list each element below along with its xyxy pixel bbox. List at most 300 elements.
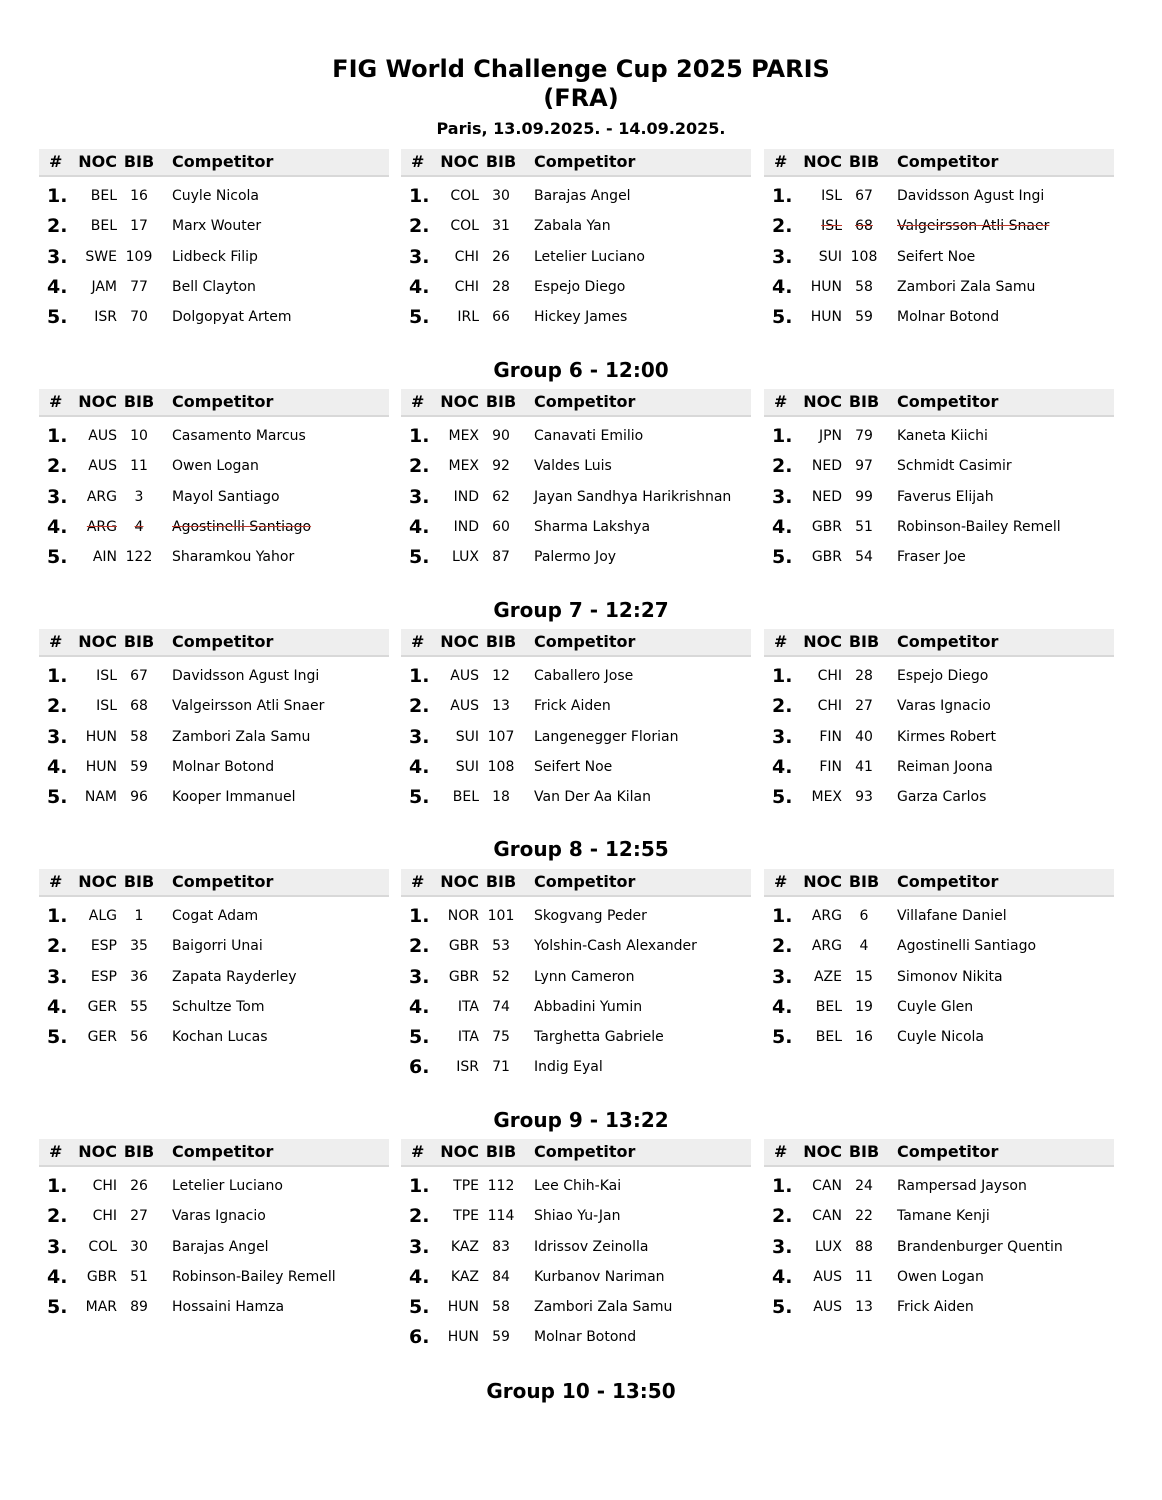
noc-code: COL (450, 188, 479, 204)
competitor-name: Valgeirsson Atli Snaer (897, 218, 1050, 235)
group-title: Group 9 - 13:22 (493, 1108, 669, 1132)
table-row (401, 932, 751, 962)
start-order: 3. (409, 725, 430, 748)
table-row (764, 902, 1114, 932)
noc-code: HUN (85, 758, 117, 775)
bib-number: 35 (130, 938, 148, 955)
table-header (39, 869, 389, 897)
bib-number: 52 (492, 968, 510, 985)
column-header-number: # (774, 392, 788, 411)
noc-code: NAM (84, 789, 117, 806)
start-order: 5. (47, 1026, 68, 1049)
bib-number: 99 (855, 488, 873, 505)
noc-code: BEL (90, 218, 117, 235)
table-row (39, 1263, 389, 1293)
start-order: 4. (47, 515, 68, 538)
bib-number: 87 (492, 549, 510, 566)
competitor-name: Targhetta Gabriele (534, 1029, 664, 1046)
column-header-number: # (49, 872, 63, 891)
bib-number: 112 (487, 1178, 515, 1194)
table-row (39, 182, 389, 212)
start-order: 1. (772, 665, 793, 687)
column-header-noc: NOC (803, 872, 842, 891)
bib-number: 77 (130, 278, 148, 295)
column-header-noc: NOC (440, 152, 479, 171)
table-header (764, 869, 1114, 897)
bib-number: 71 (492, 1059, 510, 1076)
bib-number: 18 (492, 789, 510, 806)
table-row (39, 1233, 389, 1263)
noc-code: BEL (90, 188, 117, 204)
column-header-competitor: Competitor (534, 152, 636, 171)
noc-code: HUN (447, 1299, 479, 1316)
bib-number: 13 (855, 1299, 873, 1316)
noc-code: MEX (448, 458, 479, 475)
bib-number: 92 (492, 458, 510, 475)
start-order: 1. (409, 665, 430, 687)
table-row (401, 1233, 751, 1263)
noc-code: MAR (85, 1299, 117, 1316)
competitor-name: Davidsson Agust Ingi (897, 188, 1045, 204)
competitor-name: Jayan Sandhya Harikrishnan (534, 488, 732, 505)
bib-number: 13 (492, 698, 510, 715)
noc-code: BEL (815, 1029, 842, 1046)
bib-number: 28 (492, 278, 510, 295)
noc-code: ESP (90, 968, 117, 985)
noc-code: NED (811, 488, 842, 505)
noc-code: LUX (452, 549, 479, 566)
document-dates: Paris, 13.09.2025. - 14.09.2025. (436, 119, 726, 138)
noc-code: ISL (96, 698, 117, 715)
table-body (39, 897, 389, 1053)
table-row (764, 783, 1114, 813)
bib-number: 26 (492, 248, 510, 265)
noc-code: AIN (92, 549, 117, 566)
table-body (39, 177, 389, 333)
competitor-name: Cogat Adam (172, 908, 259, 924)
table-row (764, 243, 1114, 273)
competitor-name: Agostinelli Santiago (172, 518, 312, 535)
table-row (401, 513, 751, 543)
column-header-noc: NOC (440, 872, 479, 891)
competitor-name: Robinson-Bailey Remell (172, 1268, 336, 1285)
table-row (401, 243, 751, 273)
competitor-name: Kirmes Robert (897, 728, 996, 745)
competitor-name: Schmidt Casimir (897, 458, 1012, 475)
competitor-name: Cuyle Glen (897, 998, 974, 1015)
table-row (764, 422, 1114, 452)
table-header (401, 389, 751, 417)
competitor-name: Garza Carlos (897, 789, 987, 806)
start-order: 2. (772, 1205, 793, 1228)
competitor-name: Fraser Joe (897, 549, 966, 566)
start-order: 2. (772, 695, 793, 718)
table-row (764, 212, 1114, 242)
start-order: 1. (409, 425, 430, 447)
bib-number: 22 (855, 1208, 873, 1225)
table-header (401, 149, 751, 177)
table-row (764, 273, 1114, 303)
column-header-competitor: Competitor (172, 632, 274, 651)
competitor-name: Valgeirsson Atli Snaer (172, 698, 325, 715)
column-header-bib: BIB (848, 392, 880, 411)
noc-code: ARG (86, 488, 117, 505)
column-header-bib: BIB (485, 872, 517, 891)
bib-number: 11 (130, 458, 148, 475)
group-table (764, 1139, 1114, 1323)
noc-code: ESP (90, 938, 117, 955)
column-header-noc: NOC (78, 152, 117, 171)
table-row (401, 993, 751, 1023)
start-order: 3. (409, 485, 430, 508)
bib-number: 27 (130, 1208, 148, 1225)
bib-number: 59 (855, 309, 873, 326)
competitor-name: Zabala Yan (534, 218, 611, 235)
bib-number: 58 (492, 1299, 510, 1316)
table-row (39, 1293, 389, 1323)
competitor-name: Shiao Yu-Jan (534, 1208, 621, 1225)
table-header (39, 389, 389, 417)
competitor-name: Zambori Zala Samu (172, 728, 311, 745)
noc-code: CHI (454, 248, 479, 265)
bib-number: 56 (130, 1029, 148, 1046)
table-row (39, 273, 389, 303)
table-row (39, 932, 389, 962)
start-order: 2. (772, 935, 793, 958)
group-table (401, 869, 751, 1084)
start-order: 2. (772, 215, 793, 238)
group-title: Group 10 - 13:50 (486, 1379, 676, 1403)
column-header-bib: BIB (848, 152, 880, 171)
bib-number: 107 (487, 728, 515, 745)
bib-number: 68 (130, 698, 148, 715)
column-header-competitor: Competitor (897, 632, 999, 651)
table-row (401, 692, 751, 722)
bib-number: 40 (855, 728, 873, 745)
start-order: 5. (47, 546, 68, 569)
start-order: 4. (409, 275, 430, 298)
bib-number: 30 (492, 188, 510, 204)
noc-code: KAZ (450, 1268, 479, 1285)
bib-number: 17 (130, 218, 148, 235)
table-row (401, 1293, 751, 1323)
start-order: 5. (772, 546, 793, 569)
competitor-name: Frick Aiden (534, 698, 611, 715)
column-header-competitor: Competitor (534, 392, 636, 411)
bib-number: 12 (492, 668, 510, 684)
table-row (401, 902, 751, 932)
noc-code: GBR (448, 968, 479, 985)
column-header-number: # (411, 152, 425, 171)
start-order: 5. (772, 1296, 793, 1319)
table-header (764, 149, 1114, 177)
group-table (39, 869, 389, 1053)
noc-code: COL (450, 218, 479, 235)
group-table (764, 149, 1114, 333)
column-header-number: # (49, 1142, 63, 1161)
competitor-name: Kochan Lucas (172, 1029, 268, 1046)
competitor-name: Kurbanov Nariman (534, 1268, 665, 1285)
noc-code: SWE (85, 248, 117, 265)
start-order: 4. (47, 755, 68, 778)
table-row (764, 1172, 1114, 1202)
table-row (39, 212, 389, 242)
competitor-name: Hickey James (534, 309, 628, 326)
start-order: 4. (409, 1265, 430, 1288)
noc-code: SUI (455, 758, 479, 775)
start-order: 1. (409, 185, 430, 207)
start-order: 2. (47, 695, 68, 718)
table-row (401, 783, 751, 813)
competitor-name: Tamane Kenji (897, 1208, 990, 1225)
bib-number: 75 (492, 1029, 510, 1046)
noc-code: ALG (88, 908, 117, 924)
group-table (39, 389, 389, 573)
table-header (764, 389, 1114, 417)
column-header-competitor: Competitor (897, 872, 999, 891)
document-title: FIG World Challenge Cup 2025 PARIS (332, 55, 830, 83)
group-title: Group 8 - 12:55 (493, 837, 669, 861)
column-header-noc: NOC (803, 152, 842, 171)
start-order: 2. (47, 935, 68, 958)
bib-number: 67 (130, 668, 148, 684)
noc-code: ISR (456, 1059, 479, 1076)
competitor-name: Abbadini Yumin (534, 998, 643, 1015)
group-table (401, 1139, 751, 1354)
table-row (39, 303, 389, 333)
competitor-name: Brandenburger Quentin (897, 1238, 1063, 1255)
start-order: 3. (409, 965, 430, 988)
bib-number: 101 (487, 908, 515, 924)
bib-number: 4 (134, 518, 144, 535)
column-header-bib: BIB (123, 392, 155, 411)
bib-number: 59 (130, 758, 148, 775)
competitor-name: Letelier Luciano (172, 1178, 283, 1194)
table-header (401, 1139, 751, 1167)
bib-number: 67 (855, 188, 873, 204)
group-table (39, 1139, 389, 1323)
competitor-name: Marx Wouter (172, 218, 262, 235)
column-header-competitor: Competitor (172, 1142, 274, 1161)
competitor-name: Palermo Joy (534, 549, 617, 566)
start-order: 3. (409, 245, 430, 268)
group-title: Group 6 - 12:00 (493, 358, 669, 382)
noc-code: CAN (812, 1178, 842, 1194)
column-header-competitor: Competitor (172, 152, 274, 171)
start-order: 3. (409, 1235, 430, 1258)
bib-number: 74 (492, 998, 510, 1015)
column-header-bib: BIB (848, 872, 880, 891)
competitor-name: Cuyle Nicola (172, 188, 259, 204)
column-header-number: # (411, 392, 425, 411)
competitor-name: Frick Aiden (897, 1299, 974, 1316)
noc-code: SUI (818, 248, 842, 265)
start-order: 3. (772, 485, 793, 508)
start-order: 3. (47, 725, 68, 748)
start-order: 5. (409, 546, 430, 569)
table-row (39, 483, 389, 513)
group-table (39, 629, 389, 813)
competitor-name: Lee Chih-Kai (534, 1178, 622, 1194)
competitor-name: Dolgopyat Artem (172, 309, 292, 326)
start-order: 1. (772, 905, 793, 927)
noc-code: ARG (811, 908, 842, 924)
start-order: 4. (772, 755, 793, 778)
column-header-number: # (49, 152, 63, 171)
competitor-name: Skogvang Peder (534, 908, 647, 924)
column-header-number: # (774, 1142, 788, 1161)
table-row (401, 1323, 751, 1353)
column-header-noc: NOC (78, 392, 117, 411)
table-row (764, 1263, 1114, 1293)
noc-code: KAZ (450, 1238, 479, 1255)
bib-number: 4 (859, 938, 869, 955)
start-order: 1. (47, 665, 68, 687)
noc-code: ISL (96, 668, 117, 684)
table-row (764, 483, 1114, 513)
table-row (39, 513, 389, 543)
bib-number: 53 (492, 938, 510, 955)
table-row (401, 212, 751, 242)
competitor-name: Kaneta Kiichi (897, 428, 988, 444)
table-row (39, 243, 389, 273)
bib-number: 55 (130, 998, 148, 1015)
table-row (39, 1023, 389, 1053)
table-row (764, 1023, 1114, 1053)
competitor-name: Barajas Angel (534, 188, 631, 204)
group-table (764, 869, 1114, 1053)
competitor-name: Yolshin-Cash Alexander (534, 938, 697, 955)
competitor-name: Valdes Luis (534, 458, 612, 475)
start-order: 2. (409, 1205, 430, 1228)
noc-code: FIN (819, 728, 842, 745)
noc-code: CHI (454, 278, 479, 295)
noc-code: CHI (92, 1178, 117, 1194)
column-header-number: # (774, 872, 788, 891)
table-body (39, 657, 389, 813)
table-row (39, 1172, 389, 1202)
table-body (764, 177, 1114, 333)
start-order: 4. (409, 755, 430, 778)
noc-code: HUN (85, 728, 117, 745)
competitor-name: Casamento Marcus (172, 428, 306, 444)
competitor-name: Indig Eyal (534, 1059, 603, 1076)
group-table (401, 389, 751, 573)
table-row (764, 662, 1114, 692)
table-row (764, 753, 1114, 783)
start-order: 4. (772, 515, 793, 538)
table-header (39, 629, 389, 657)
column-header-competitor: Competitor (534, 632, 636, 651)
bib-number: 28 (855, 668, 873, 684)
competitor-name: Zapata Rayderley (172, 968, 297, 985)
start-order: 1. (47, 1175, 68, 1197)
competitor-name: Villafane Daniel (897, 908, 1007, 924)
start-order: 1. (409, 905, 430, 927)
table-header (764, 1139, 1114, 1167)
start-order: 1. (47, 905, 68, 927)
noc-code: IND (453, 488, 479, 505)
competitor-name: Canavati Emilio (534, 428, 644, 444)
competitor-name: Varas Ignacio (172, 1208, 266, 1225)
start-order: 5. (409, 1026, 430, 1049)
column-header-competitor: Competitor (534, 872, 636, 891)
table-row (401, 1053, 751, 1083)
noc-code: ISL (821, 188, 842, 204)
start-order: 1. (47, 425, 68, 447)
competitor-name: Caballero Jose (534, 668, 634, 684)
start-order: 5. (47, 306, 68, 329)
table-row (764, 513, 1114, 543)
noc-code: TPE (453, 1178, 479, 1194)
table-row (764, 182, 1114, 212)
start-order: 1. (772, 425, 793, 447)
column-header-competitor: Competitor (897, 152, 999, 171)
table-header (401, 869, 751, 897)
competitor-name: Sharamkou Yahor (172, 549, 295, 566)
column-header-noc: NOC (78, 632, 117, 651)
table-header (39, 1139, 389, 1167)
start-order: 4. (47, 1265, 68, 1288)
column-header-competitor: Competitor (897, 1142, 999, 1161)
column-header-number: # (411, 632, 425, 651)
start-order: 5. (772, 786, 793, 809)
competitor-name: Mayol Santiago (172, 488, 280, 505)
start-order: 1. (47, 185, 68, 207)
column-header-noc: NOC (78, 1142, 117, 1161)
table-row (764, 1293, 1114, 1323)
start-order: 4. (772, 275, 793, 298)
noc-code: CHI (92, 1208, 117, 1225)
bib-number: 27 (855, 698, 873, 715)
table-row (764, 543, 1114, 573)
table-row (401, 753, 751, 783)
bib-number: 108 (487, 758, 515, 775)
noc-code: AUS (88, 458, 117, 475)
noc-code: HUN (810, 278, 842, 295)
table-row (39, 452, 389, 482)
noc-code: ARG (811, 938, 842, 955)
table-row (401, 422, 751, 452)
competitor-name: Davidsson Agust Ingi (172, 668, 320, 684)
column-header-bib: BIB (485, 152, 517, 171)
table-header (401, 629, 751, 657)
bib-number: 62 (492, 488, 510, 505)
bib-number: 10 (130, 428, 148, 444)
noc-code: CHI (817, 698, 842, 715)
bib-number: 93 (855, 789, 873, 806)
noc-code: ARG (86, 518, 117, 535)
column-header-competitor: Competitor (897, 392, 999, 411)
bib-number: 51 (130, 1268, 148, 1285)
table-body (401, 897, 751, 1084)
competitor-name: Lidbeck Filip (172, 248, 258, 265)
noc-code: BEL (452, 789, 479, 806)
table-row (764, 932, 1114, 962)
noc-code: GBR (811, 518, 842, 535)
competitor-name: Owen Logan (172, 458, 259, 475)
table-row (39, 723, 389, 753)
bib-number: 122 (125, 549, 153, 566)
noc-code: LUX (815, 1238, 842, 1255)
table-row (39, 753, 389, 783)
table-row (401, 1023, 751, 1053)
competitor-name: Reiman Joona (897, 758, 993, 775)
start-order: 1. (772, 1175, 793, 1197)
bib-number: 11 (855, 1268, 873, 1285)
column-header-bib: BIB (848, 632, 880, 651)
bib-number: 36 (130, 968, 148, 985)
